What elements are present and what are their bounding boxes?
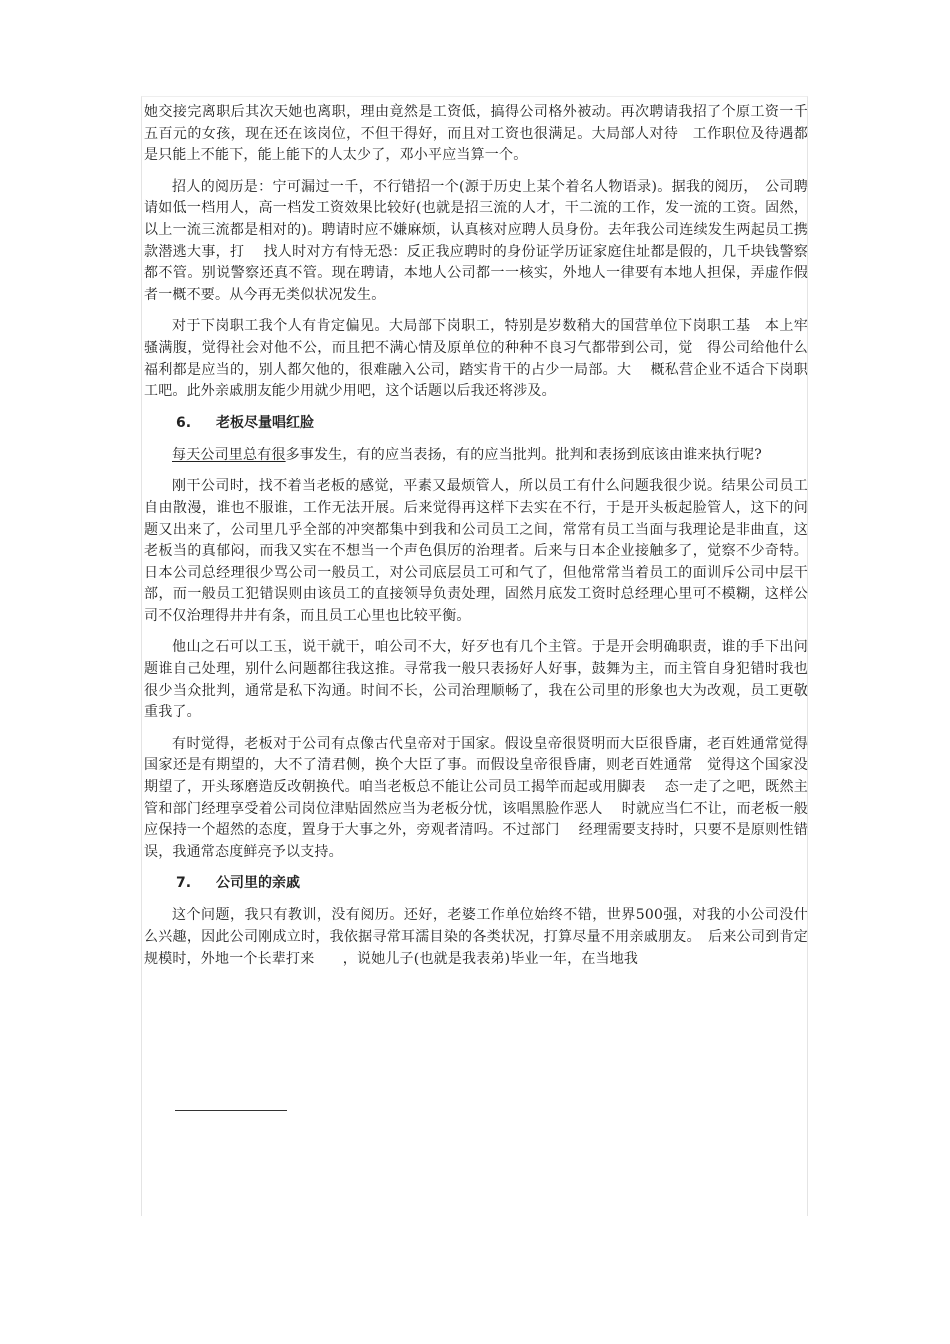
underlined-text: 每天公司里总有很 — [172, 446, 286, 463]
section-number: 7. — [176, 875, 192, 892]
paragraph: 招人的阅历是：宁可漏过一千，不行错招一个(源于历史上某个着名人物语录)。据我的阅历， 公司聘请如低一档用人，高一档发工资效果比较好(也就是招三流的人才，干二流的工作，发一流的工资。固然，以上一流三流都是相对的)。聘请时应不嫌麻烦，认真核对应聘人员身份。去年我公司连续发生两起员工携款潜逃大事，打 找人时对方有恃无恐：反正我应聘时的身份证学历证家庭住址都是假的，几千块钱警察都不管。别说警察还真不管。现在聘请，本地人公司都一一核实，外地人一律要有本地人担保，弄虚作假者一概不要。从今再无类似状况发生。 — [144, 178, 808, 303]
footnote-separator — [175, 1110, 287, 1111]
paragraph: 对于下岗职工我个人有肯定偏见。大局部下岗职工，特别是岁数稍大的国营单位下岗职工基 本上牢骚满腹，觉得社会对他不公，而且把不满心情及原单位的种种不良习气都带到公司，觉 得公司给他什么福利都是应当的，别人都欠他的，很难融入公司，踏实肯干的占少一局部。大 概私营企业不适合下岗职工吧。此外亲戚朋友能少用就少用吧，这个话题以后我还将涉及。 — [144, 318, 808, 400]
paragraph-text: 多事发生，有的应当表扬，有的应当批判。批判和表扬到底该由谁来执行呢? — [285, 446, 762, 463]
paragraph: 这个问题，我只有教训，没有阅历。还好，老婆工作单位始终不错，世界500强，对我的小公司没什么兴趣，因此公司刚成立时，我依据寻常耳濡目染的各类状况，打算尽量不用亲戚朋友。 后来公司到肯定规模时，外地一个长辈打来 ，说她儿子(也就是我表弟)毕业一年，在当地我 — [144, 907, 808, 967]
section-heading-7 — [144, 873, 808, 893]
document-body — [144, 102, 808, 980]
section-heading-6 — [144, 413, 808, 433]
section-title: 公司里的亲戚 — [216, 875, 300, 892]
section-title: 老板尽量唱红脸 — [216, 414, 314, 431]
paragraph — [144, 445, 808, 467]
paragraph: 刚干公司时，找不着当老板的感觉，平素又最烦管人，所以员工有什么问题我很少说。结果公司员工自由散漫，谁也不服谁，工作无法开展。后来觉得再这样下去实在不行，于是开头板起脸管人，这下的问题又出来了，公司里几乎全部的冲突都集中到我和公司员工之间，常常有员工当面与我理论是非曲直，这老板当的真郁闷，而我又实在不想当一个声色俱厉的治理者。后来与日本企业接触多了，觉察不少奇特。日本公司总经理很少骂公司一般员工，对公司底层员工可和气了，但他常常当着员工的面训斥公司中层干部，而一般员工犯错误则由该员工的直接领导负责处理，固然月底发工资时总经理心里可不模糊，这样公司不仅治理得井井有条，而且员工心里也比较平衡。 — [144, 478, 808, 624]
section-number: 6. — [176, 414, 192, 431]
paragraph: 他山之石可以工玉，说干就干，咱公司不大，好歹也有几个主管。于是开会明确职责，谁的手下出问题谁自己处理，别什么问题都往我这推。寻常我一般只表扬好人好事，鼓舞为主，而主管自身犯错时我也很少当众批判，通常是私下沟通。时间不长，公司治理顺畅了，我在公司里的形象也大为改观，员工更敬重我了。 — [144, 639, 808, 721]
paragraph: 她交接完离职后其次天她也离职，理由竟然是工资低，搞得公司格外被动。再次聘请我招了个原工资一千五百元的女孩，现在还在该岗位，不但干得好，而且对工资也很满足。大局部人对待 工作职位及待遇都是只能上不能下，能上能下的人太少了，邓小平应当算一个。 — [144, 104, 808, 164]
paragraph: 有时觉得，老板对于公司有点像古代皇帝对于国家。假设皇帝很贤明而大臣很昏庸，老百姓通常觉得国家还是有期望的，大不了清君侧，换个大臣了事。而假设皇帝很昏庸，则老百姓通常 觉得这个国家没期望了，开头琢磨造反改朝换代。咱当老板总不能让公司员工揭竿而起或用脚表 态一走了之吧，既然主管和部门经理享受着公司岗位津贴固然应当为老板分忧，该唱黑脸作恶人 时就应当仁不让，而老板一般应保持一个超然的态度，置身于大事之外，旁观者清吗。不过部门 经理需要支持时，只要不是原则性错误，我通常态度鲜亮予以支持。 — [144, 735, 808, 860]
